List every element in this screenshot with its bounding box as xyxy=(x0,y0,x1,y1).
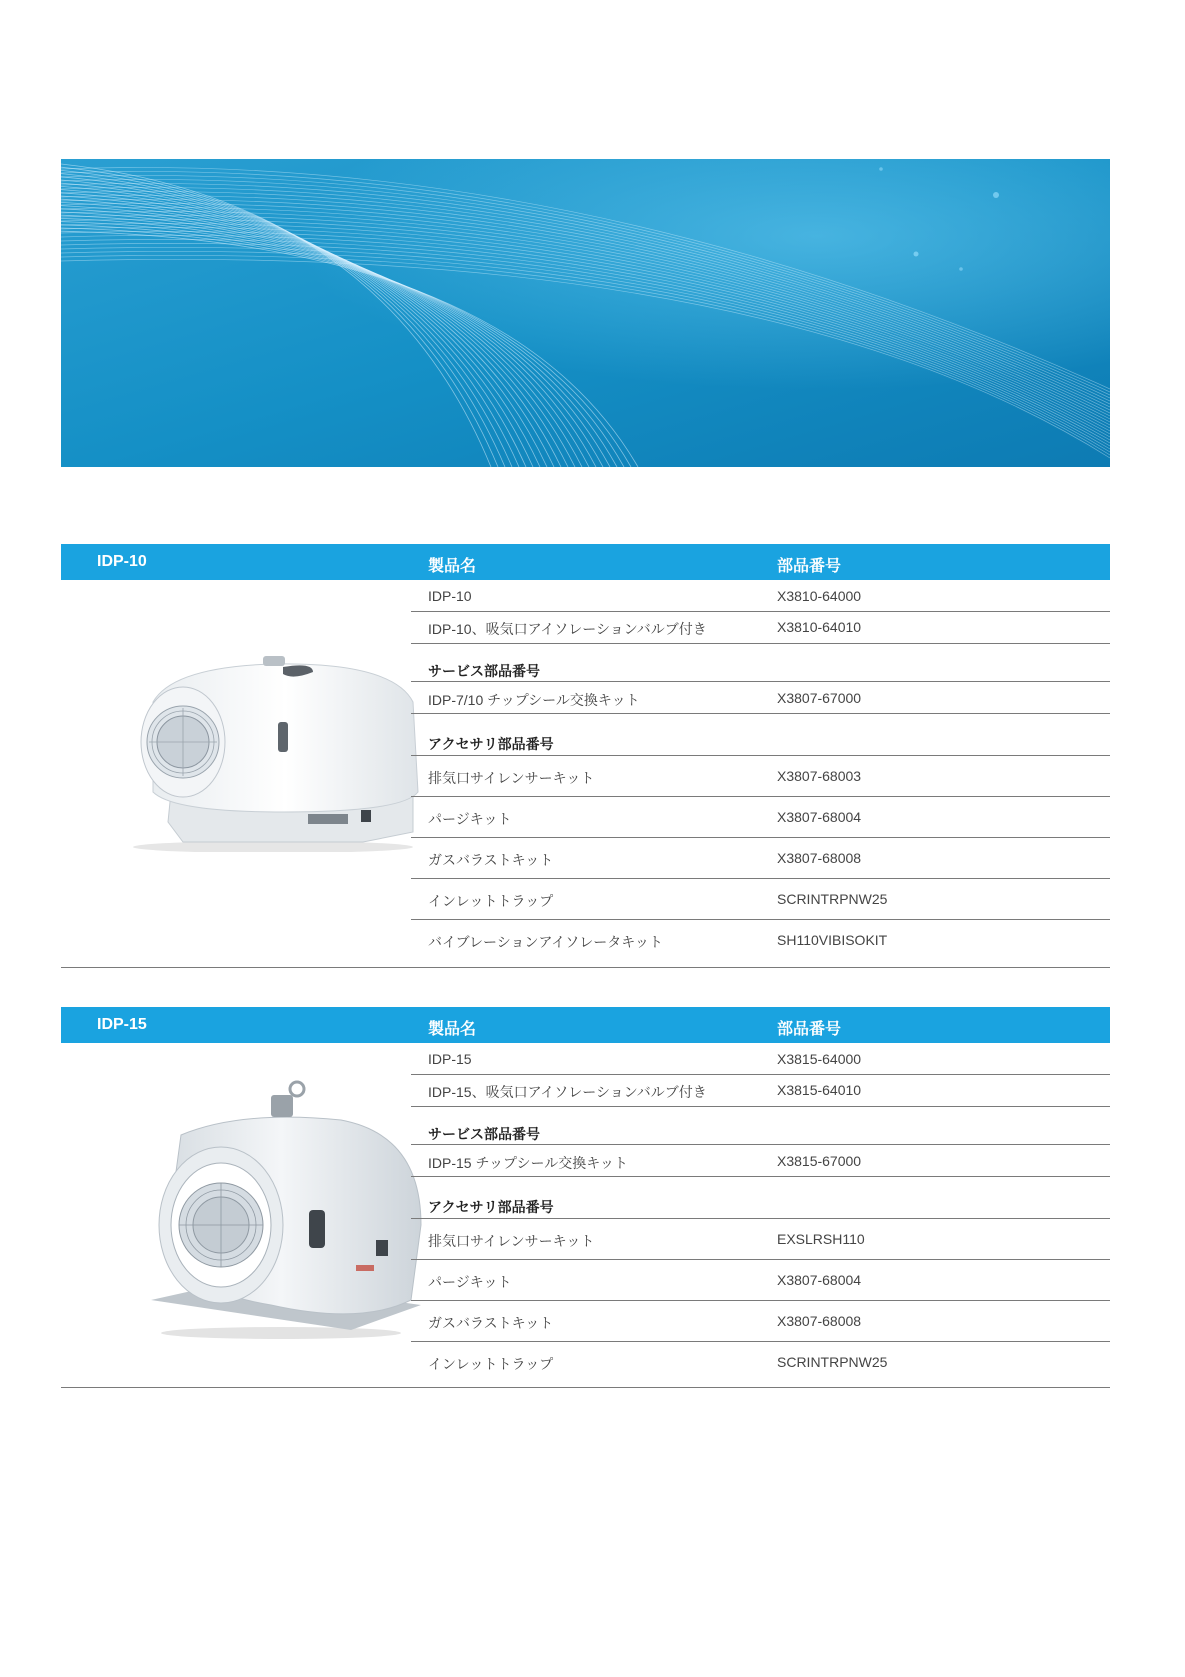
idp10-table xyxy=(411,580,1110,960)
table-row xyxy=(411,1260,1110,1301)
product-name: 排気口サイレンサーキット xyxy=(428,770,595,786)
service-parts-heading-row xyxy=(411,644,1110,682)
part-number: SCRINTRPNW25 xyxy=(777,1354,888,1370)
accessory-parts-heading-row xyxy=(411,1177,1110,1219)
product-name: ガスバラストキット xyxy=(428,1315,554,1331)
product-name: ガスバラストキット xyxy=(428,852,554,868)
part-number: X3807-68008 xyxy=(777,1313,862,1329)
table-row xyxy=(411,1145,1110,1177)
idp10-section-header xyxy=(61,544,1110,580)
part-number: X3807-67000 xyxy=(777,690,862,706)
table-row xyxy=(411,797,1110,838)
product-name: パージキット xyxy=(428,811,512,827)
table-row xyxy=(411,682,1110,714)
part-number: X3810-64000 xyxy=(777,588,862,604)
part-number: EXSLRSH110 xyxy=(777,1231,865,1247)
table-row xyxy=(411,1043,1110,1075)
product-name: IDP-15、吸気口アイソレーションバルブ付き xyxy=(428,1084,707,1100)
idp15-section-header xyxy=(61,1007,1110,1043)
table-row xyxy=(411,580,1110,612)
part-number: X3807-68004 xyxy=(777,1272,862,1288)
idp10-pump-image xyxy=(113,652,423,852)
service-parts-heading-row xyxy=(411,1107,1110,1145)
product-name: IDP-10 xyxy=(428,588,472,604)
model-label: IDP-15 xyxy=(97,1016,147,1033)
product-name-header: 製品名 xyxy=(428,1021,477,1038)
subsection-heading: サービス部品番号 xyxy=(428,663,540,679)
subsection-heading: アクセサリ部品番号 xyxy=(428,736,554,752)
table-row xyxy=(411,920,1110,960)
table-row xyxy=(411,1219,1110,1260)
part-number-header: 部品番号 xyxy=(777,558,842,575)
accessory-parts-heading-row xyxy=(411,714,1110,756)
product-name: IDP-7/10 チップシール交換キット xyxy=(428,692,640,708)
subsection-heading: サービス部品番号 xyxy=(428,1126,540,1142)
table-row xyxy=(411,1301,1110,1342)
table-row xyxy=(411,1075,1110,1107)
table-row xyxy=(411,879,1110,920)
model-label: IDP-10 xyxy=(97,553,147,570)
part-number: X3810-64010 xyxy=(777,619,862,635)
part-number: X3807-68008 xyxy=(777,850,862,866)
header-banner xyxy=(61,159,1110,467)
idp10-section xyxy=(61,544,1110,950)
idp15-pump-image xyxy=(121,1075,431,1340)
product-name: バイブレーションアイソレータキット xyxy=(428,934,663,950)
idp15-section xyxy=(61,1007,1110,1372)
product-name: IDP-15 チップシール交換キット xyxy=(428,1155,628,1171)
section-divider xyxy=(61,967,1110,968)
product-name: IDP-10、吸気口アイソレーションバルブ付き xyxy=(428,621,707,637)
table-row xyxy=(411,1342,1110,1382)
part-number: SCRINTRPNW25 xyxy=(777,891,888,907)
part-number: SH110VIBISOKIT xyxy=(777,932,888,948)
section-divider xyxy=(61,1387,1110,1388)
part-number: X3807-68004 xyxy=(777,809,862,825)
product-name: インレットトラップ xyxy=(428,893,554,909)
product-name-header: 製品名 xyxy=(428,558,477,575)
table-row xyxy=(411,838,1110,879)
subsection-heading: アクセサリ部品番号 xyxy=(428,1199,554,1215)
product-name: IDP-15 xyxy=(428,1051,472,1067)
part-number: X3815-64000 xyxy=(777,1051,862,1067)
idp15-table xyxy=(411,1043,1110,1382)
part-number: X3815-67000 xyxy=(777,1153,862,1169)
part-number: X3815-64010 xyxy=(777,1082,862,1098)
part-number: X3807-68003 xyxy=(777,768,862,784)
product-name: パージキット xyxy=(428,1274,512,1290)
part-number-header: 部品番号 xyxy=(777,1021,842,1038)
product-name: インレットトラップ xyxy=(428,1356,554,1372)
table-row xyxy=(411,756,1110,797)
table-row xyxy=(411,612,1110,644)
product-name: 排気口サイレンサーキット xyxy=(428,1233,595,1249)
